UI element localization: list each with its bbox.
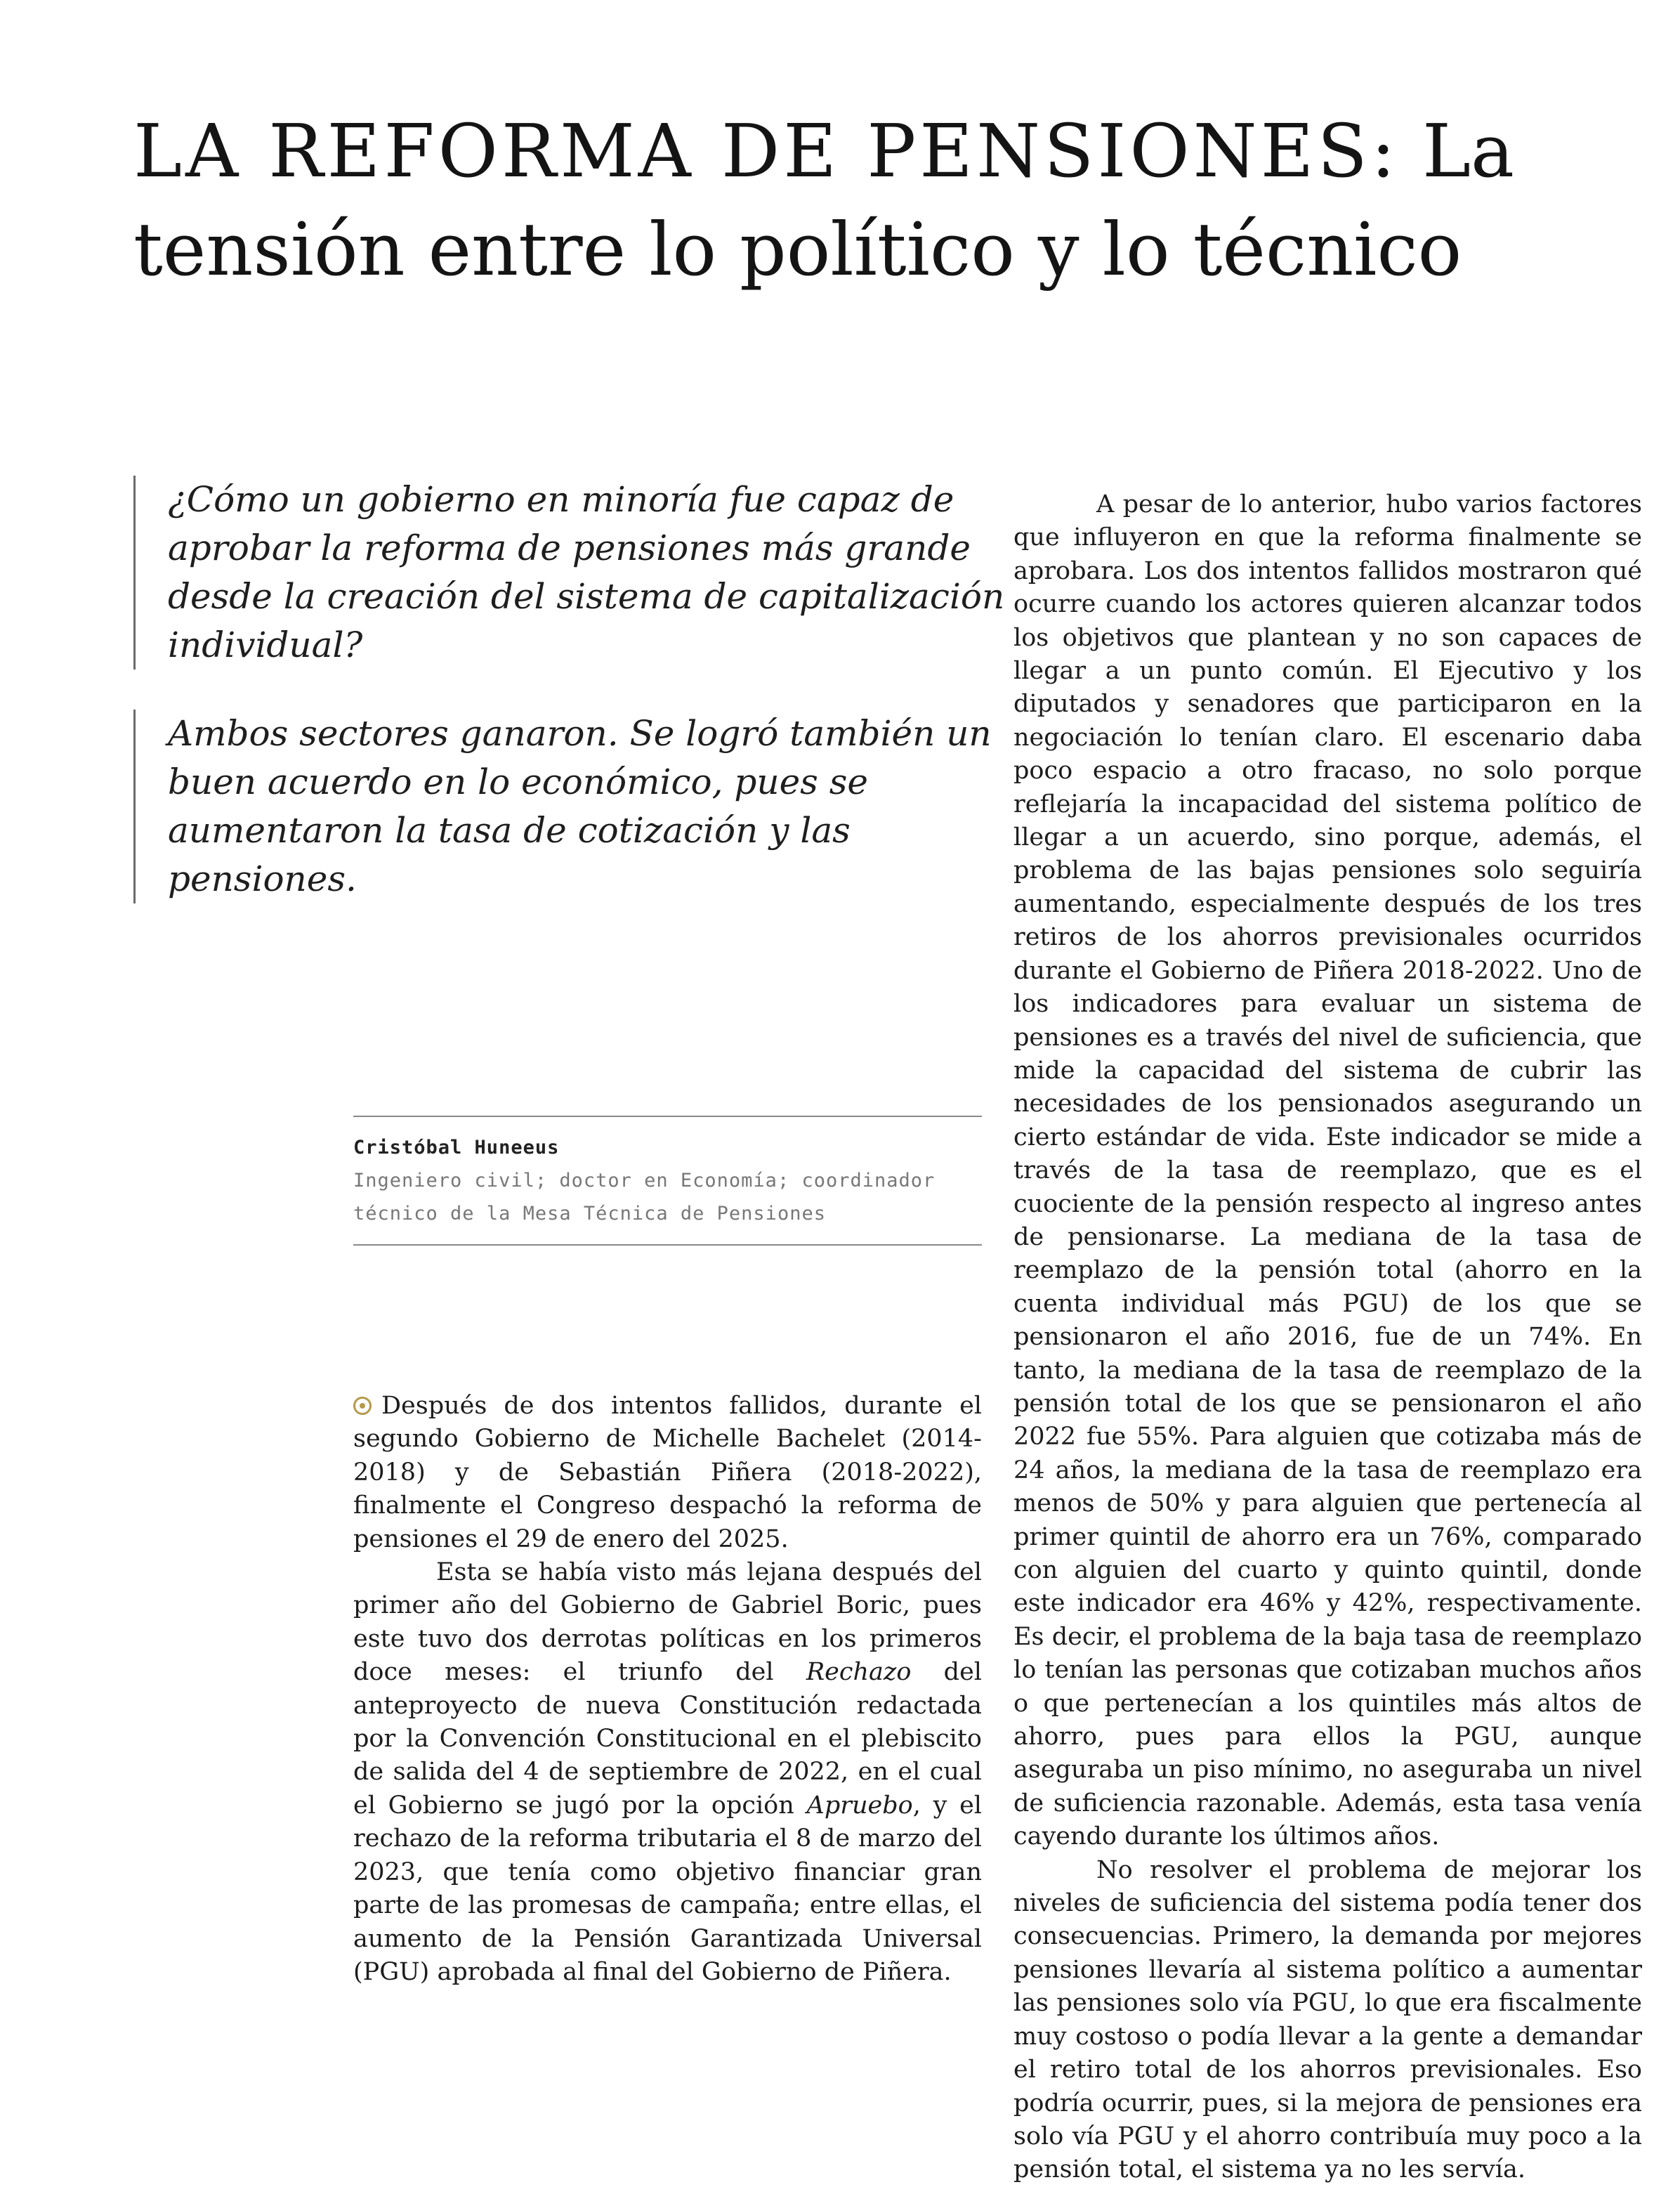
left-column	[353, 1390, 982, 1989]
paragraph-3: A pesar de lo anterior, hubo varios factores que influyeron en que la reforma finalmente se aprobara. Los dos intentos fallidos mostraron qué ocurre cuando los actores quieren alcanzar todos los objetivos que plantean y no son capaces de llegar a un punto común. El Ejecutivo y los diputados y senadores que participaron en la negociación lo tenían claro. El escenario daba poco espacio a otro fracaso, no solo porque reflejaría la incapacidad del sistema político de llegar a un acuerdo, sino porque, además, el problema de las bajas pensiones solo seguiría aumentando, especialmente después de los tres retiros de los ahorros previsionales ocurridos durante el Gobierno de Piñera 2018-2022. Uno de los indicadores para evaluar un sistema de pensiones es a través del nivel de suficiencia, que mide la capacidad del sistema de cubrir las necesidades de los pensionados asegurando un cierto estándar de vida. Este indicador se mide a través de la tasa de reemplazo, que es el cuociente de la pensión respecto al ingreso antes de pensionarse. La mediana de la tasa de reemplazo de la pensión total (ahorro en la cuenta individual más PGU) de los que se pensionaron el año 2016, fue de un 74%. En tanto, la mediana de la tasa de reemplazo de la pensión total de los que se pensionaron el año 2022 fue 55%. Para alguien que cotizaba más de 24 años, la mediana de la tasa de reemplazo era menos de 50% y para alguien que pertenecía al primer quintil de ahorro era un 76%, comparado con alguien del cuarto y quinto quintil, donde este indicador era 46% y 42%, respectivamente. Es decir, el problema de la baja tasa de reemplazo lo tenían las personas que cotizaban muchos años o que pertenecían a los quintiles más altos de ahorro, pues para ellos la PGU, aunque aseguraba un piso mínimo, no aseguraba un nivel de suficiencia razonable. Además, esta tasa venía cayendo durante los últimos años.	[1013, 490, 1643, 1851]
pull-quote-1	[133, 476, 1025, 670]
pgu-acronym: PGU	[1117, 2122, 1175, 2150]
author-affiliation: Ingeniero civil; doctor en Economía; coordinador técnico de la Mesa Técnica de Pensiones	[353, 1170, 936, 1225]
paragraph-4: No resolver el problema de mejorar los niveles de suficiencia del sistema podía tener dos consecuencias. Primero, la demanda por mejores pensiones llevaría al sistema político a aumentar las pensiones solo vía PGU, lo que era fiscalmente muy costoso o podía llevar a la gente a demandar el retiro total de los ahorros previsionales. Eso podría ocurrir, pues, si la mejora de pensiones era solo vía PGU y el ahorro contribuía muy poco a la pensión total, el sistema ya no les servía.	[1013, 1855, 1642, 2184]
article-title	[133, 102, 1608, 299]
author-box	[353, 1116, 982, 1246]
paragraph-2: Esta se había visto más lejana después del primer año del Gobierno de Gabriel Boric, pues este tuvo dos derrotas políticas en los primeros doce meses: el triunfo del Rechazo del anteproyecto de nueva Constitución redactada por la Convención Constitucional en el plebiscito de salida del 4 de septiembre de 2022, en el cual el Gobierno se jugó por la opción Apruebo, y el rechazo de la reforma tributaria el 8 de marzo del 2023, que tenía como objetivo financiar gran parte de las promesas de campaña; entre ellas, el aumento de la Pensión Garantizada Universal (PGU) aprobada al final del Gobierno de Piñera.	[353, 1558, 983, 1986]
pull-quote-2-text: Ambos sectores ganaron. Se logró también un buen acuerdo en lo económico, pues se aumentaron la tasa de cotización y las pensiones.	[168, 713, 992, 899]
pgu-acronym: PGU	[362, 1957, 420, 1986]
pull-quote-1-text: ¿Cómo un gobierno en minoría fue capaz de aprobar la reforma de pensiones más grande desde la creación del sistema de capitalización individual?	[168, 479, 1005, 665]
pgu-acronym: PGU	[1292, 1989, 1349, 2018]
paragraph-1: Después de dos intentos fallidos, durante el segundo Gobierno de Michelle Bachelet (2014-2018) y de Sebastián Piñera (2018-2022), finalmente el Congreso despachó la reforma de pensiones el 29 de enero del 2025.	[353, 1392, 982, 1553]
pull-quote-2	[133, 710, 1025, 903]
pgu-acronym: PGU	[1342, 1289, 1400, 1318]
title-rest: La tensión entre lo político y lo técnico	[133, 108, 1515, 292]
right-column	[1013, 488, 1642, 2187]
rechazo-term: Rechazo	[806, 1658, 912, 1687]
apruebo-term: Apruebo	[806, 1791, 913, 1820]
pgu-acronym: PGU	[1454, 1723, 1511, 1751]
author-name: Cristóbal Huneeus	[353, 1137, 560, 1158]
section-bullet-icon	[353, 1397, 372, 1415]
title-lead: LA REFORMA DE PENSIONES:	[133, 108, 1399, 194]
